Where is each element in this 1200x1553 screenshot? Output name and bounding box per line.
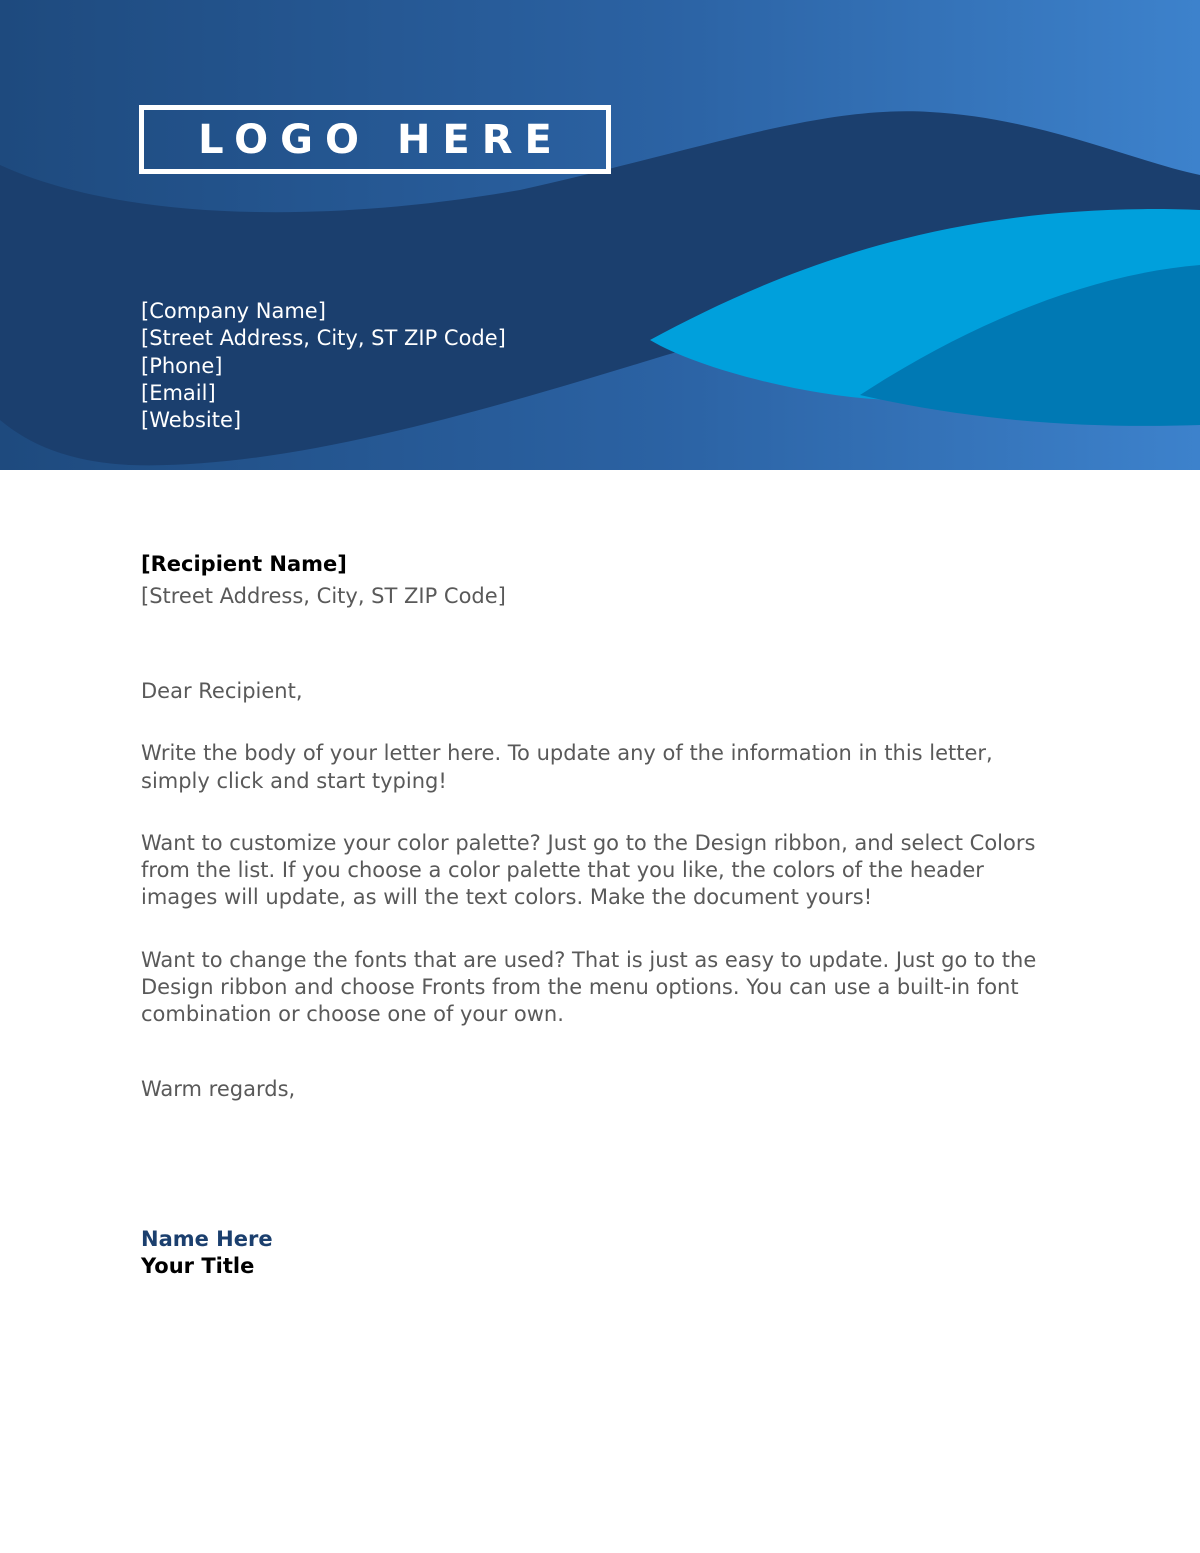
letter-body xyxy=(141,678,1061,1103)
body-paragraph[interactable]: Want to change the fonts that are used? That is just as easy to update. Just go to the Design ribbon and choose Fronts from the menu options. You can use a built-in font combination or choose one of your own. xyxy=(141,947,1037,1027)
signature-block xyxy=(141,1226,273,1281)
recipient-block xyxy=(141,548,506,612)
signature-title[interactable]: Your Title xyxy=(141,1254,255,1279)
recipient-name[interactable]: [Recipient Name] xyxy=(141,552,347,576)
body-paragraph[interactable]: Want to customize your color palette? Just go to the Design ribbon, and select Colors from the list. If you choose a color palette that you like, the colors of the header images will update, as will the text colors. Make the document yours! xyxy=(141,830,1036,910)
company-website[interactable]: [Website] xyxy=(141,408,242,433)
logo-placeholder[interactable] xyxy=(139,105,611,174)
logo-text: LOGO HERE xyxy=(198,116,564,163)
recipient-address[interactable]: [Street Address, City, ST ZIP Code] xyxy=(141,584,506,608)
company-info xyxy=(141,298,506,434)
company-name[interactable]: [Company Name] xyxy=(141,299,326,323)
company-street-address[interactable]: [Street Address, City, ST ZIP Code] xyxy=(141,326,506,351)
company-email[interactable]: [Email] xyxy=(141,380,216,405)
company-phone[interactable]: [Phone] xyxy=(141,353,223,378)
body-paragraph[interactable]: Write the body of your letter here. To update any of the information in this letter, simply click and start typing! xyxy=(141,741,993,793)
closing[interactable]: Warm regards, xyxy=(141,1076,296,1101)
salutation[interactable]: Dear Recipient, xyxy=(141,679,303,703)
signature-name[interactable]: Name Here xyxy=(141,1227,273,1251)
